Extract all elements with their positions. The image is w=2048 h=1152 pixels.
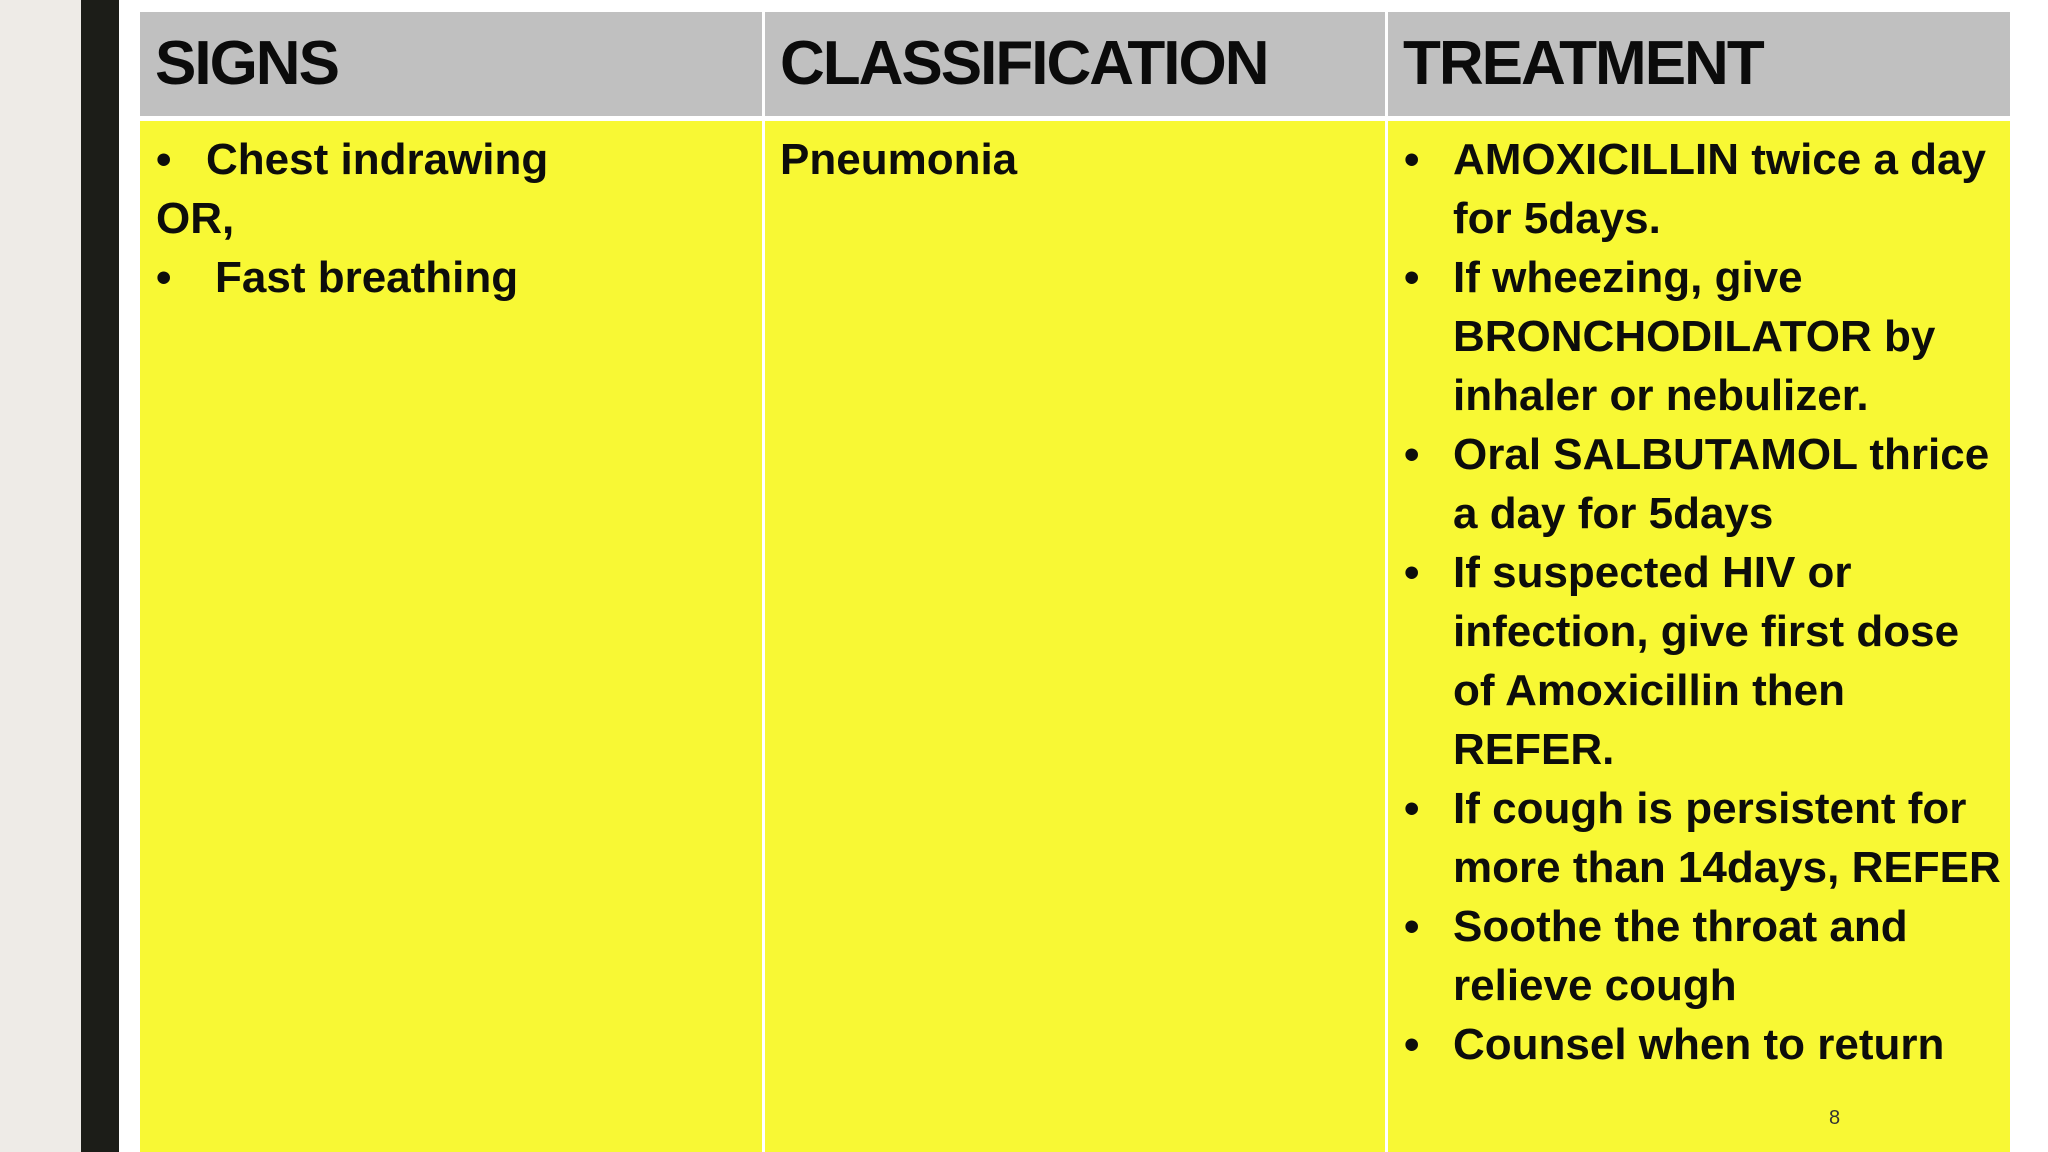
treatment-item (1404, 248, 2004, 425)
treatment-cell (1388, 121, 2010, 1152)
treatment-item-text: Counsel when to return (1453, 1020, 1945, 1069)
bullet-icon: • (1404, 902, 1420, 951)
header-signs-label: SIGNS (155, 29, 338, 98)
bullet-icon: • (1404, 430, 1420, 479)
signs-item-fast-breathing (156, 248, 756, 307)
treatment-item-text: Soothe the throat and relieve cough (1453, 902, 1908, 1010)
treatment-item-text: If wheezing, give BRONCHODILATOR by inhaler or nebulizer. (1453, 253, 1936, 420)
header-signs (140, 12, 762, 116)
treatment-item (1404, 543, 2004, 779)
bullet-icon: • (156, 253, 172, 302)
treatment-item-text: If suspected HIV or infection, give first dose of Amoxicillin then REFER. (1453, 548, 1960, 774)
classification-cell (765, 121, 1385, 1152)
bullet-icon: • (1404, 548, 1420, 597)
treatment-item (1404, 130, 2004, 248)
bullet-icon: • (1404, 784, 1420, 833)
signs-item-chest-indrawing (156, 130, 756, 189)
bullet-icon: • (1404, 135, 1420, 184)
treatment-item (1404, 897, 2004, 1015)
header-treatment (1388, 12, 2010, 116)
signs-cell (140, 121, 762, 1152)
treatment-item (1404, 425, 2004, 543)
header-classification-label: CLASSIFICATION (780, 29, 1268, 98)
signs-connector: OR, (156, 194, 235, 243)
bullet-icon: • (156, 135, 172, 184)
signs-item-label: Fast breathing (215, 253, 519, 302)
slide-page-number: 8 (1829, 1107, 1841, 1129)
bullet-icon: • (1404, 253, 1420, 302)
header-treatment-label: TREATMENT (1403, 29, 1763, 98)
treatment-list (1404, 130, 2004, 1074)
signs-item-label: Chest indrawing (206, 135, 549, 184)
treatment-item-text: Oral SALBUTAMOL thrice a day for 5days (1453, 430, 1990, 538)
bullet-icon: • (1404, 1020, 1420, 1069)
treatment-item-text: AMOXICILLIN twice a day for 5days. (1453, 135, 1986, 243)
header-classification (765, 12, 1385, 116)
signs-content (156, 130, 756, 307)
classification-value: Pneumonia (780, 135, 1018, 184)
treatment-item (1404, 1015, 2004, 1074)
treatment-item (1404, 779, 2004, 897)
slide-left-bar (81, 0, 119, 1152)
treatment-item-text: If cough is persistent for more than 14days, REFER (1453, 784, 2001, 892)
